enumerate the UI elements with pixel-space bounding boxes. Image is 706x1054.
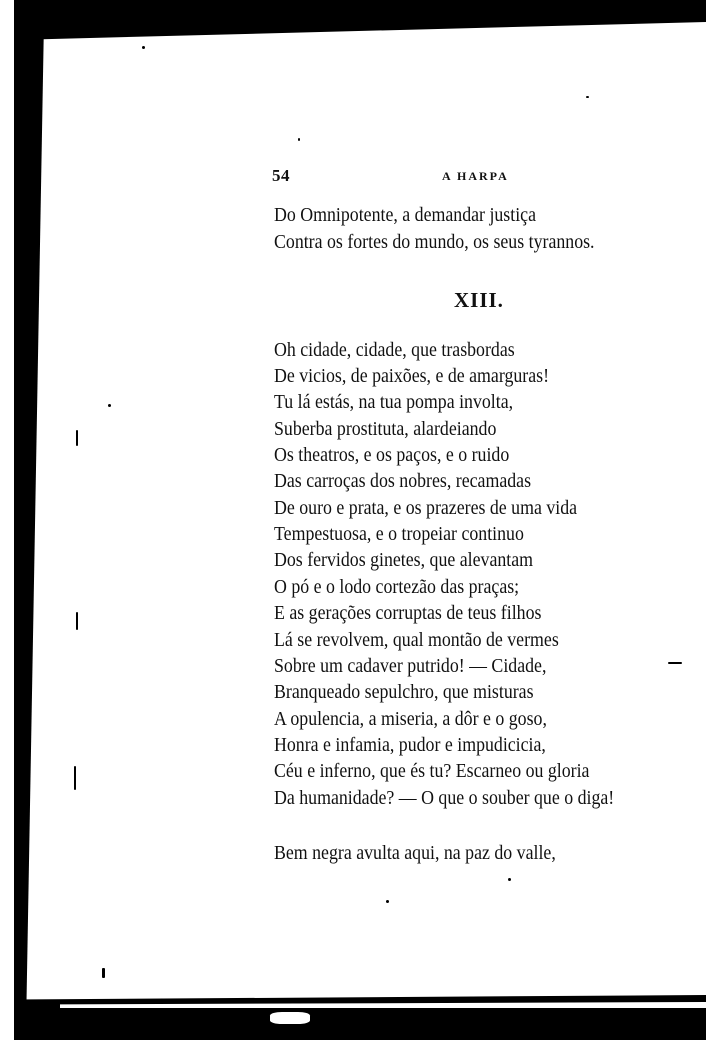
verse-line: Branqueado sepulchro, que misturas — [274, 681, 534, 703]
verse-line: Oh cidade, cidade, que trasbordas — [274, 339, 515, 361]
verse-line: Suberba prostituta, alardeiando — [274, 418, 497, 440]
verse-line: Da humanidade? — O que o souber que o diga! — [274, 787, 615, 809]
section-heading: XIII. — [454, 288, 504, 312]
verse-line: Tu lá estás, na tua pompa involta, — [274, 391, 514, 413]
page-header — [272, 166, 672, 190]
running-title: A HARPA — [442, 169, 509, 183]
verse-line: A opulencia, a miseria, a dôr e o goso, — [274, 708, 547, 730]
verse-line: Das carroças dos nobres, recamadas — [274, 470, 532, 492]
verse-line: Contra os fortes do mundo, os seus tyrannos. — [274, 231, 595, 253]
verse-line: Sobre um cadaver putrido! — Cidade, — [274, 655, 547, 677]
page-number: 54 — [272, 166, 290, 185]
verse-line: O pó e o lodo cortezão das praças; — [274, 576, 520, 598]
verse-line: E as gerações corruptas de teus filhos — [274, 602, 542, 624]
verse-line: De ouro e prata, e os prazeres de uma vida — [274, 497, 578, 519]
verse-line: Céu e inferno, que és tu? Escarneo ou gloria — [274, 760, 590, 782]
verse-line: Os theatros, e os paços, e o ruido — [274, 444, 510, 466]
verse-line: Honra e infamia, pudor e impudicicia, — [274, 734, 546, 756]
verse-line: Dos fervidos ginetes, que alevantam — [274, 549, 534, 571]
verse-line: Do Omnipotente, a demandar justiça — [274, 204, 537, 226]
verse-line: Tempestuosa, e o tropeiar continuo — [274, 523, 524, 545]
verse-line: Bem negra avulta aqui, na paz do valle, — [274, 842, 556, 864]
verse-line: Lá se revolvem, qual montão de vermes — [274, 629, 559, 651]
verse-line: De vicios, de paixões, e de amarguras! — [274, 365, 550, 387]
